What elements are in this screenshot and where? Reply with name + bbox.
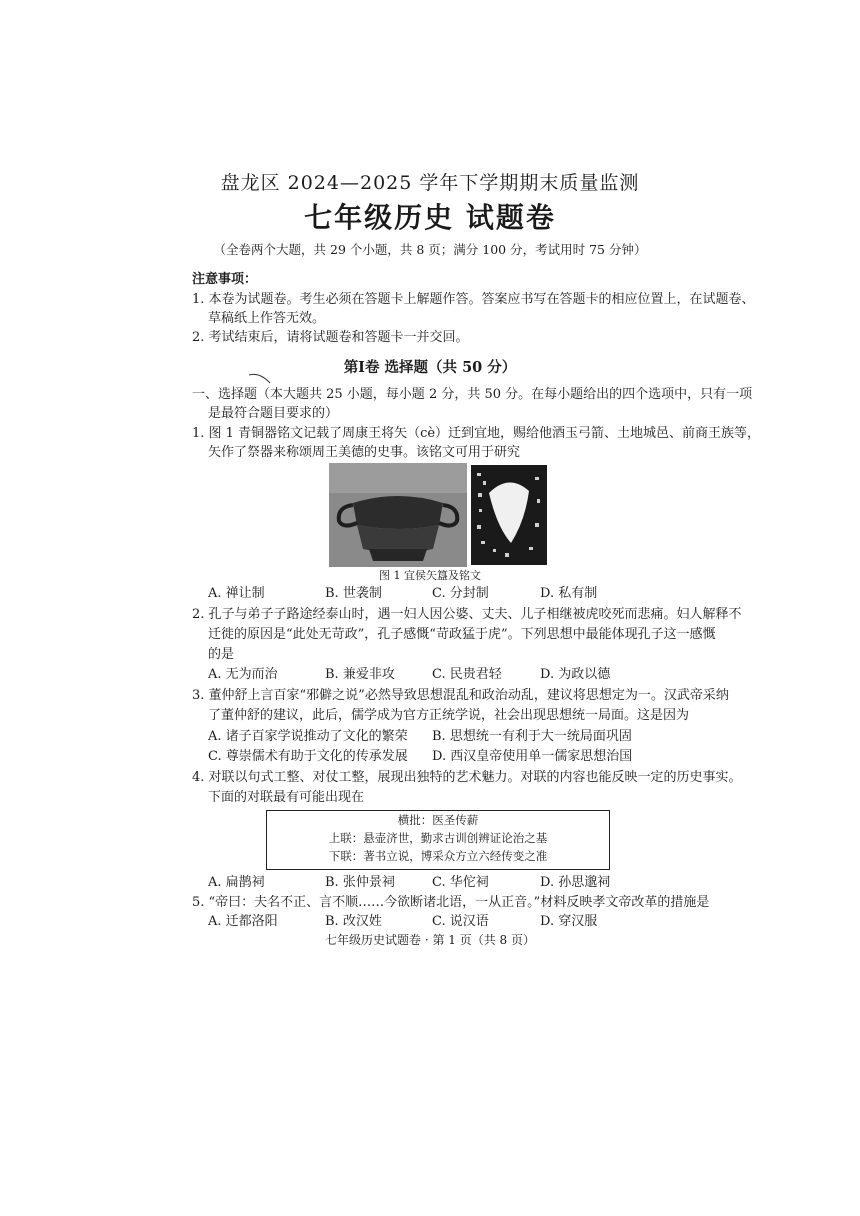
q3-option-d: D. 西汉皇帝使用单一儒家思想治国 — [432, 749, 633, 764]
q2-line1: 2. 孔子与弟子子路途经泰山时，遇一妇人因公婆、丈夫、儿子相继被虎咬死而悲痛。妇人解释不 — [192, 607, 742, 622]
q5-option-a: A. 迁都洛阳 — [208, 914, 278, 929]
bronze-vessel-figure — [329, 463, 549, 567]
q5-option-d: D. 穿汉服 — [540, 914, 598, 929]
q1-option-a: A. 禅让制 — [208, 586, 265, 601]
section-title: 第Ⅰ卷 选择题（共 50 分） — [343, 359, 517, 376]
section-instruction-line1: 一、选择题（本大题共 25 小题，每小题 2 分，共 50 分。在每小题给出的四个选项中，只有一项 — [192, 387, 753, 402]
q3-option-c: C. 尊崇儒术有助于文化的传承发展 — [208, 749, 408, 764]
q2-option-b: B. 兼爱非攻 — [325, 667, 395, 682]
page-footer: 七年级历史试题卷 · 第 1 页（共 8 页） — [325, 933, 535, 947]
q4-line1: 4. 对联以句式工整、对仗工整，展现出独特的艺术魅力。对联的内容也能反映一定的历史事实。 — [192, 770, 742, 785]
notes-item1-line2: 草稿纸上作答无效。 — [208, 311, 326, 326]
q4-option-d: D. 孙思邈祠 — [540, 875, 611, 890]
q1-line1: 1. 图 1 青铜器铭文记载了周康王将矢（cè）迁到宜地，赐给他酒玉弓箭、土地城邑、前商王族等， — [192, 426, 761, 441]
q3-line1: 3. 董仲舒上言百家“邪僻之说”必然导致思想混乱和政治动乱，建议将思想定为一。汉武帝采纳 — [192, 688, 729, 703]
q3-line2: 了董仲舒的建议，此后，儒学成为官方正统学说，社会出现思想统一局面。这是因为 — [208, 708, 690, 723]
couplet-horizontal-scroll: 横批：医圣传薪 — [397, 813, 479, 827]
q1-option-c: C. 分封制 — [432, 586, 489, 601]
q2-option-a: A. 无为而治 — [208, 667, 278, 682]
q4-option-a: A. 扁鹊祠 — [208, 875, 265, 890]
pen-mark-icon — [248, 372, 272, 386]
figure1-caption: 图 1 宜侯矢簋及铭文 — [379, 569, 481, 582]
q3-option-a: A. 诸子百家学说推动了文化的繁荣 — [208, 729, 408, 744]
q4-line2: 下面的对联最有可能出现在 — [208, 790, 365, 805]
exam-title-line2: 七年级历史 试题卷 — [304, 201, 556, 234]
couplet-box — [266, 810, 610, 870]
q1-option-d: D. 私有制 — [540, 586, 598, 601]
section-instruction-line2: 是最符合题目要求的） — [208, 406, 339, 421]
q2-option-d: D. 为政以德 — [540, 667, 611, 682]
q4-option-b: B. 张仲景祠 — [325, 875, 395, 890]
q4-option-c: C. 华佗祠 — [432, 875, 489, 890]
q1-option-b: B. 世袭制 — [325, 586, 382, 601]
q1-line2: 矢作了祭器来称颂周王美德的史事。该铭文可用于研究 — [208, 445, 521, 460]
couplet-lower-line: 下联：著书立说，博采众方立六经传变之准 — [328, 849, 548, 863]
notes-item2: 2. 考试结束后，请将试题卷和答题卡一并交回。 — [192, 330, 469, 345]
q5-line1: 5. “帝曰：夫名不正、言不顺……今欲断诸北语，一从正音。”材料反映孝文帝改革的措施是 — [192, 895, 710, 910]
q2-option-c: C. 民贵君轻 — [432, 667, 502, 682]
exam-subtitle: （全卷两个大题，共 29 个小题，共 8 页；满分 100 分，考试用时 75 分钟） — [213, 242, 647, 257]
q5-option-b: B. 改汉姓 — [325, 914, 382, 929]
notes-item1-line1: 1. 本卷为试题卷。考生必须在答题卡上解题作答。答案应书写在答题卡的相应位置上，在试题卷、 — [192, 292, 755, 307]
notes-heading: 注意事项： — [192, 272, 258, 287]
q2-line3: 的是 — [208, 647, 235, 662]
q5-option-c: C. 说汉语 — [432, 914, 489, 929]
exam-title-line1: 盘龙区 2024—2025 学年下学期期末质量监测 — [220, 172, 640, 194]
couplet-upper-line: 上联：悬壶济世，勤求古训创辨证论治之基 — [328, 831, 548, 845]
q2-line2: 迁徙的原因是“此处无苛政”，孔子感慨“苛政猛于虎”。下列思想中最能体现孔子这一感慨 — [208, 627, 716, 642]
q3-option-b: B. 思想统一有利于大一统局面巩固 — [432, 729, 632, 744]
